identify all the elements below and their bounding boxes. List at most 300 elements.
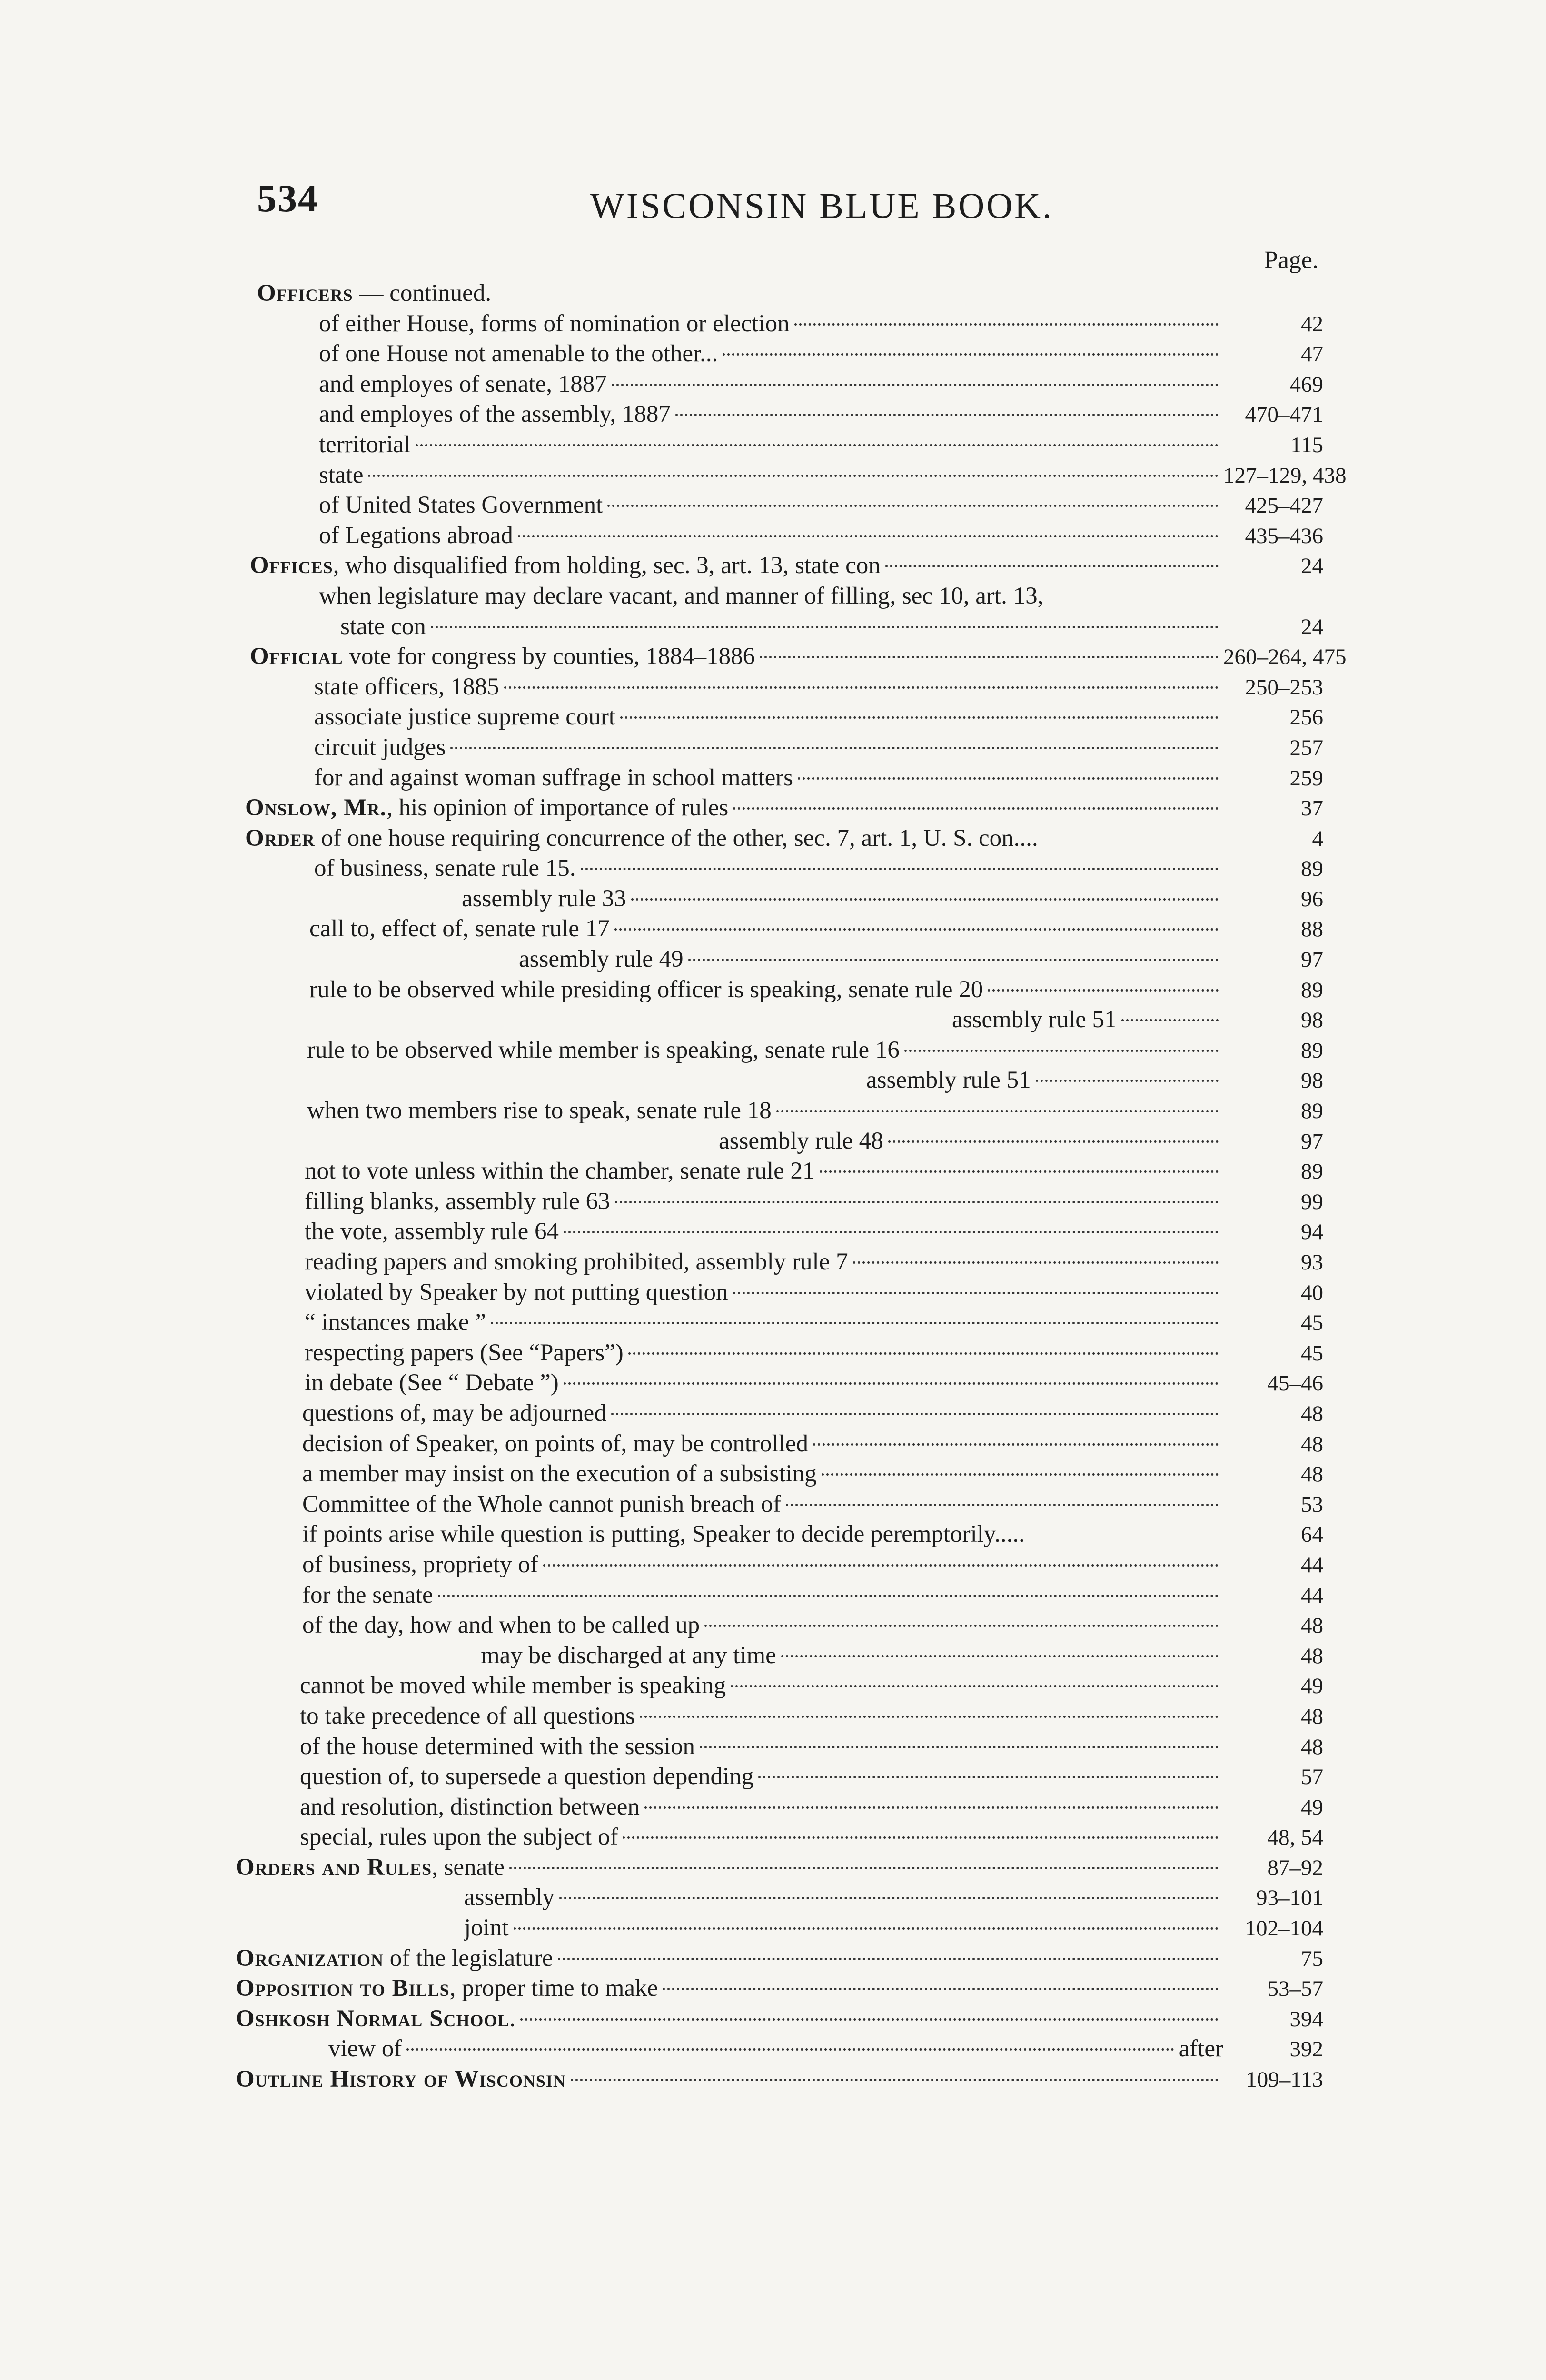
entry-subtext: , senate	[432, 1854, 505, 1881]
dot-leader	[564, 1382, 1219, 1385]
index-entry	[214, 1126, 1323, 1157]
index-entry	[214, 1641, 1323, 1671]
dot-leader	[1121, 1019, 1219, 1021]
index-list	[214, 247, 1347, 2095]
page-reference: 57	[1301, 1765, 1323, 1790]
index-entry	[214, 612, 1323, 642]
index-entry	[214, 1065, 1323, 1096]
entry-subtext: of Legations abroad	[319, 522, 513, 549]
dot-leader	[520, 2018, 1219, 2021]
index-entry	[214, 1429, 1323, 1459]
index-entry	[214, 2064, 1323, 2095]
entry-text	[481, 1641, 776, 1671]
entry-subtext: assembly	[464, 1884, 555, 1911]
entry-subtext: of United States Government	[319, 492, 603, 519]
entry-text	[257, 278, 491, 309]
dot-leader	[794, 323, 1219, 326]
entry-text	[250, 551, 881, 581]
page-reference: 89	[1301, 1038, 1323, 1063]
index-entry	[214, 551, 1323, 581]
index-entry	[214, 1853, 1323, 1883]
index-entry	[214, 1762, 1323, 1792]
page-reference: 256	[1289, 705, 1323, 730]
entry-subtext: circuit judges	[314, 734, 446, 761]
page-reference: 469	[1289, 372, 1323, 397]
entry-text	[952, 1005, 1117, 1035]
index-entry	[214, 1822, 1323, 1853]
index-entry	[214, 1096, 1323, 1126]
entry-subtext: view of	[328, 2035, 402, 2063]
page-reference: 115	[1290, 432, 1323, 457]
entry-text	[302, 1429, 808, 1459]
entry-text	[314, 733, 446, 763]
dot-leader	[733, 1292, 1219, 1294]
dot-leader	[733, 807, 1219, 810]
index-entry	[214, 2004, 1323, 2034]
page-reference: 48	[1301, 1431, 1323, 1457]
dot-leader	[628, 1352, 1219, 1355]
page-reference: 470–471	[1245, 402, 1323, 427]
page-reference: 4	[1312, 826, 1323, 851]
page-reference: 250–253	[1245, 674, 1323, 700]
entry-subtext: , his opinion of importance of rules	[386, 794, 729, 822]
entry-subtext: and resolution, distinction between	[300, 1793, 640, 1820]
dot-leader	[611, 1413, 1219, 1415]
index-entry	[214, 369, 1323, 400]
dot-leader	[853, 1261, 1219, 1264]
index-entry	[214, 430, 1323, 460]
index-entry	[214, 490, 1323, 521]
dot-leader	[700, 1746, 1219, 1748]
dot-leader	[518, 535, 1219, 537]
entry-text	[305, 1278, 728, 1308]
main-term: Organization	[236, 1944, 384, 1972]
entry-text	[302, 1459, 817, 1489]
entry-subtext: state con	[340, 613, 426, 640]
dot-leader	[1036, 1080, 1219, 1082]
entry-text	[519, 944, 684, 975]
entry-subtext: of the legislature	[384, 1944, 553, 1972]
page-reference: 42	[1301, 311, 1323, 337]
index-entry	[214, 521, 1323, 551]
page-reference: 48	[1301, 1704, 1323, 1729]
index-entry	[214, 2034, 1323, 2064]
entry-text	[307, 1096, 772, 1126]
index-entry	[214, 1550, 1323, 1580]
page-reference: 89	[1301, 1099, 1323, 1124]
index-entry	[214, 1308, 1323, 1338]
entry-text	[300, 1822, 618, 1853]
dot-leader	[798, 777, 1219, 780]
main-term: Opposition to Bills	[236, 1975, 450, 2002]
entry-text	[340, 612, 426, 642]
index-entry	[214, 884, 1323, 914]
entry-text	[309, 975, 983, 1005]
dot-leader	[614, 928, 1219, 931]
entry-text	[302, 1489, 781, 1520]
index-entry	[214, 944, 1323, 975]
main-term: Official	[250, 643, 343, 670]
index-entry	[214, 823, 1323, 854]
index-entry	[214, 1580, 1323, 1611]
main-term: Oshkosh Normal School	[236, 2005, 510, 2032]
entry-text	[300, 1732, 695, 1762]
dot-leader	[988, 989, 1219, 992]
page-reference: 48, 54	[1267, 1825, 1323, 1850]
page-reference: 96	[1301, 886, 1323, 912]
entry-text	[319, 309, 790, 339]
entry-text	[314, 672, 499, 703]
entry-text	[319, 521, 513, 551]
entry-subtext: for the senate	[302, 1581, 433, 1608]
dot-leader	[406, 2048, 1174, 2051]
entry-subtext: assembly rule 48	[719, 1127, 883, 1154]
entry-text	[300, 1762, 753, 1792]
entry-text	[236, 1853, 505, 1883]
page-reference: 260–264, 475	[1223, 645, 1347, 670]
entry-subtext: to take precedence of all questions	[300, 1702, 635, 1729]
entry-subtext: of business, senate rule 15.	[314, 855, 576, 882]
index-entry	[214, 339, 1323, 369]
index-entry	[214, 1398, 1323, 1429]
entry-subtext: if points arise while question is putting, Speaker to decide peremptorily.....	[302, 1521, 1025, 1548]
entry-text	[245, 823, 1038, 854]
index-entry	[214, 1732, 1323, 1762]
page-reference: 49	[1301, 1795, 1323, 1820]
page-header	[257, 176, 1333, 243]
index-entry	[214, 1247, 1323, 1278]
page-reference: 392	[1289, 2037, 1323, 2062]
index-entry	[214, 1278, 1323, 1308]
page-reference: 49	[1301, 1674, 1323, 1699]
entry-subtext: state	[319, 461, 364, 488]
dot-leader	[760, 656, 1219, 658]
entry-subtext: assembly rule 49	[519, 946, 684, 973]
entry-text	[250, 642, 755, 672]
dot-leader	[612, 384, 1219, 386]
main-term: Outline History of Wisconsin	[236, 2066, 566, 2093]
page-reference: 257	[1289, 735, 1323, 760]
page-reference: 109–113	[1246, 2067, 1323, 2092]
entry-text	[462, 884, 626, 914]
entry-text	[319, 399, 671, 430]
dot-leader	[450, 747, 1219, 749]
index-entry	[214, 1156, 1323, 1187]
page-reference: 37	[1301, 796, 1323, 821]
entry-subtext: territorial	[319, 431, 411, 458]
index-entry	[214, 1701, 1323, 1732]
entry-subtext: rule to be observed while member is speaking, senate rule 16	[307, 1036, 900, 1063]
entry-subtext: — continued.	[353, 280, 492, 307]
entry-subtext: when legislature may declare vacant, and manner of filling, sec 10, art. 13,	[319, 582, 1044, 609]
dot-leader	[758, 1776, 1219, 1778]
index-entry	[214, 1519, 1323, 1550]
entry-text	[319, 460, 363, 491]
entry-text	[319, 581, 1043, 612]
entry-text	[305, 1247, 848, 1278]
dot-leader	[644, 1806, 1219, 1809]
page-reference: 88	[1301, 917, 1323, 942]
page-reference: 89	[1301, 856, 1323, 882]
dot-leader	[615, 1201, 1219, 1203]
dot-leader	[822, 1473, 1219, 1476]
dot-leader	[509, 1867, 1219, 1869]
entry-subtext: the vote, assembly rule 64	[305, 1218, 559, 1245]
page-reference: 53–57	[1267, 1976, 1323, 2002]
page-column-label: Page.	[1264, 247, 1318, 274]
entry-subtext: a member may insist on the execution of a subsisting	[302, 1460, 817, 1488]
main-term: Officers	[257, 280, 353, 307]
index-entry	[214, 1338, 1323, 1368]
entry-text	[305, 1308, 486, 1338]
entry-text	[305, 1187, 610, 1217]
main-term: Offices	[250, 552, 333, 579]
page-reference: 98	[1301, 1008, 1323, 1033]
entry-text	[464, 1883, 555, 1913]
page-reference: 102–104	[1245, 1916, 1323, 1941]
entry-text	[314, 763, 793, 793]
entry-text	[319, 430, 411, 460]
dot-leader	[688, 959, 1219, 961]
page-reference: 48	[1301, 1613, 1323, 1638]
page-reference: 75	[1301, 1946, 1323, 1971]
entry-subtext: of the house determined with the session	[300, 1733, 695, 1760]
page-reference: 44	[1301, 1583, 1323, 1608]
dot-leader	[504, 686, 1219, 689]
entry-text	[300, 1671, 726, 1701]
main-term: Order	[245, 824, 315, 852]
index-entry	[214, 702, 1323, 733]
page-reference: 94	[1301, 1220, 1323, 1245]
entry-subtext: call to, effect of, senate rule 17	[309, 915, 610, 942]
entry-text	[305, 1217, 559, 1247]
entry-subtext: state officers, 1885	[314, 673, 499, 700]
entry-subtext: assembly rule 33	[462, 885, 626, 912]
page-reference: 97	[1301, 1129, 1323, 1154]
entry-text	[236, 2064, 566, 2095]
entry-subtext: joint	[464, 1914, 509, 1942]
entry-subtext: vote for congress by counties, 1884–1886	[343, 643, 755, 670]
entry-text	[319, 339, 718, 369]
entry-subtext: filling blanks, assembly rule 63	[305, 1188, 610, 1215]
index-entry	[214, 1035, 1323, 1066]
dot-leader	[416, 444, 1219, 446]
page-reference: 93–101	[1256, 1885, 1323, 1911]
page-reference: 24	[1301, 614, 1323, 639]
entry-subtext: when two members rise to speak, senate rule 18	[307, 1097, 772, 1124]
page-reference: 44	[1301, 1552, 1323, 1577]
entry-subtext: assembly rule 51	[952, 1006, 1117, 1033]
entry-text	[319, 369, 607, 400]
entry-subtext: questions of, may be adjourned	[302, 1399, 606, 1427]
entry-text	[302, 1580, 433, 1611]
index-entry	[214, 1187, 1323, 1217]
entry-subtext: assembly rule 51	[866, 1067, 1031, 1094]
page-reference: 425–427	[1245, 493, 1323, 518]
page-reference: 89	[1301, 1159, 1323, 1184]
entry-text	[319, 490, 603, 521]
dot-leader	[723, 353, 1219, 356]
page-reference: 45–46	[1267, 1371, 1323, 1396]
entry-subtext: in debate (See “ Debate ”)	[305, 1369, 559, 1397]
entry-text	[302, 1550, 538, 1580]
entry-subtext: and employes of the assembly, 1887	[319, 401, 671, 428]
entry-subtext: of business, propriety of	[302, 1551, 538, 1578]
entry-text	[314, 853, 576, 884]
entry-text	[300, 1701, 635, 1732]
page-reference: 93	[1301, 1250, 1323, 1275]
entry-subtext: of one House not amenable to the other...	[319, 340, 718, 367]
dot-leader	[640, 1716, 1219, 1718]
index-entry	[214, 1792, 1323, 1823]
dot-leader	[368, 475, 1219, 477]
index-entry	[214, 1459, 1323, 1489]
entry-subtext: of either House, forms of nomination or election	[319, 310, 790, 337]
dot-leader	[904, 1050, 1219, 1052]
page-reference: 89	[1301, 977, 1323, 1002]
main-term: Orders and Rules	[236, 1854, 432, 1881]
entry-subtext: violated by Speaker by not putting question	[305, 1279, 728, 1306]
entry-subtext: question of, to supersede a question depending	[300, 1763, 754, 1790]
dot-leader	[776, 1110, 1219, 1112]
entry-text	[245, 793, 728, 823]
dot-leader	[663, 1988, 1219, 1990]
page-reference: 394	[1289, 2006, 1323, 2032]
page-reference: 47	[1301, 342, 1323, 367]
dot-leader	[888, 1140, 1219, 1143]
index-entry	[214, 793, 1323, 823]
dot-leader	[623, 1836, 1219, 1839]
dot-leader	[675, 414, 1219, 416]
entry-text	[236, 1944, 553, 1974]
page-reference: 48	[1301, 1643, 1323, 1668]
dot-leader	[571, 2079, 1219, 2081]
index-entry	[214, 460, 1347, 491]
entry-suffix: after	[1179, 2035, 1223, 2063]
index-entry	[214, 1671, 1323, 1701]
index-entry	[214, 278, 1323, 309]
page-column-heading	[214, 247, 1323, 278]
entry-text	[302, 1610, 700, 1641]
entry-subtext: respecting papers (See “Papers”)	[305, 1339, 624, 1366]
dot-leader	[731, 1685, 1219, 1687]
entry-subtext: rule to be observed while presiding officer is speaking, senate rule 20	[309, 976, 983, 1003]
index-entry	[214, 1944, 1323, 1974]
entry-subtext: for and against woman suffrage in school matters	[314, 764, 793, 791]
page-reference: 48	[1301, 1462, 1323, 1487]
page-reference: 64	[1301, 1522, 1323, 1547]
dot-leader	[514, 1927, 1219, 1930]
entry-subtext: .	[509, 2005, 516, 2032]
entry-text	[464, 1913, 509, 1944]
entry-text	[305, 1338, 624, 1368]
page-reference: 97	[1301, 947, 1323, 972]
index-entry	[214, 1489, 1323, 1520]
page-reference: 435–436	[1245, 523, 1323, 548]
entry-text	[307, 1035, 900, 1066]
page-reference: 45	[1301, 1340, 1323, 1366]
entry-subtext: associate justice supreme court	[314, 704, 616, 731]
dot-leader	[607, 505, 1219, 507]
dot-leader	[813, 1443, 1219, 1446]
entry-text	[309, 914, 610, 944]
index-entry	[214, 1005, 1323, 1035]
entry-subtext: special, rules upon the subject of	[300, 1824, 618, 1851]
dot-leader	[704, 1625, 1219, 1627]
dot-leader	[543, 1564, 1219, 1567]
entry-subtext: and employes of senate, 1887	[319, 370, 607, 397]
entry-text	[866, 1065, 1031, 1096]
index-entry	[214, 309, 1323, 339]
dot-leader	[620, 716, 1219, 719]
entry-text	[236, 1973, 658, 2004]
entry-text	[328, 2034, 402, 2064]
running-title: WISCONSIN BLUE BOOK.	[590, 186, 1053, 226]
index-entry	[214, 642, 1347, 672]
index-entry	[214, 672, 1323, 703]
dot-leader	[781, 1655, 1219, 1657]
entry-subtext: , who disqualified from holding, sec. 3, art. 13, state con	[333, 552, 881, 579]
page-reference: 87–92	[1267, 1855, 1323, 1880]
entry-subtext: of one house requiring concurrence of the other, sec. 7, art. 1, U. S. con....	[315, 824, 1038, 852]
page-reference: 98	[1301, 1068, 1323, 1093]
dot-leader	[559, 1897, 1219, 1899]
dot-leader	[820, 1170, 1219, 1173]
index-entry	[214, 1217, 1323, 1247]
dot-leader	[581, 868, 1219, 870]
page-reference: 48	[1301, 1734, 1323, 1759]
dot-leader	[438, 1595, 1219, 1597]
index-entry	[214, 399, 1323, 430]
entry-text	[300, 1792, 640, 1823]
dot-leader	[431, 626, 1219, 628]
index-entry	[214, 581, 1323, 612]
dot-leader	[564, 1231, 1219, 1233]
entry-subtext: may be discharged at any time	[481, 1642, 776, 1669]
entry-subtext: reading papers and smoking prohibited, assembly rule 7	[305, 1249, 848, 1275]
index-entry	[214, 763, 1323, 793]
entry-subtext: “ instances make ”	[305, 1309, 486, 1336]
entry-subtext: not to vote unless within the chamber, senate rule 21	[305, 1158, 815, 1185]
index-entry	[214, 733, 1323, 763]
index-entry	[214, 1973, 1323, 2004]
entry-subtext: Committee of the Whole cannot punish breach of	[302, 1490, 782, 1517]
page-reference: 99	[1301, 1189, 1323, 1214]
index-entry	[214, 1913, 1323, 1944]
entry-text	[305, 1156, 815, 1187]
dot-leader	[491, 1322, 1219, 1324]
entry-text	[302, 1398, 606, 1429]
page-number: 534	[257, 177, 318, 220]
index-entry	[214, 914, 1323, 944]
page-reference: 53	[1301, 1492, 1323, 1517]
page-reference: 127–129, 438	[1223, 463, 1347, 488]
dot-leader	[558, 1958, 1219, 1960]
main-term: Onslow, Mr.	[245, 794, 387, 822]
dot-leader	[885, 565, 1219, 567]
entry-text	[236, 2004, 515, 2034]
entry-text	[302, 1519, 1025, 1550]
page-reference: 45	[1301, 1310, 1323, 1336]
index-entry	[214, 1368, 1323, 1398]
dot-leader	[631, 898, 1219, 901]
index-entry	[214, 1883, 1323, 1913]
index-entry	[214, 975, 1323, 1005]
entry-subtext: , proper time to make	[449, 1975, 658, 2002]
entry-text	[305, 1368, 559, 1398]
dot-leader	[786, 1504, 1219, 1506]
page-reference: 40	[1301, 1280, 1323, 1305]
